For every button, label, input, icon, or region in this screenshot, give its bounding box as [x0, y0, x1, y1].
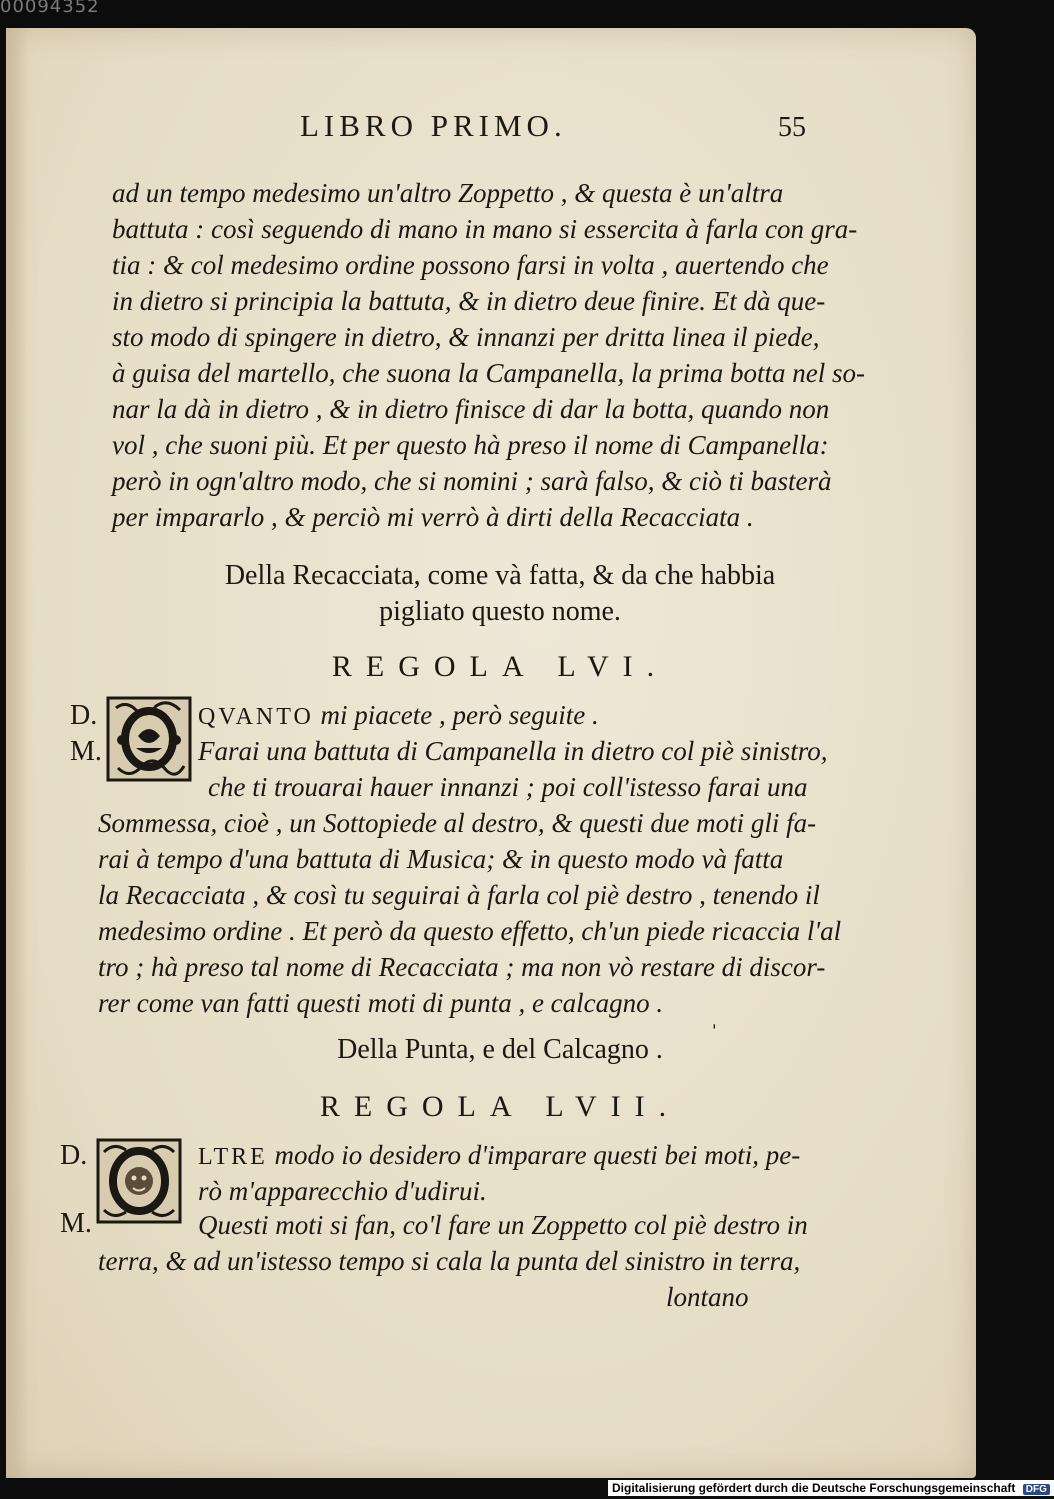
text-line: Farai una battuta di Campanella in dietro col piè sinistro,	[198, 736, 828, 766]
text-line: Sommessa, cioè , un Sottopiede al destro, & questi due moti gli fa-	[98, 808, 817, 838]
rule-number: REGOLA LVI.	[331, 650, 669, 683]
text-line: per impararlo , & perciò mi verrò à dirti della Recacciata .	[112, 502, 754, 532]
text-span: modo io desidero d'imparare questi bei moti, pe-	[274, 1140, 801, 1170]
page-number: 55	[778, 112, 806, 143]
text-line: Questi moti si fan, co'l fare un Zoppetto col piè destro in	[198, 1210, 808, 1240]
text-line: la Recacciata , & così tu seguirai à farla col piè destro , tenendo il	[98, 880, 820, 910]
catchword: lontano	[666, 1282, 749, 1312]
running-head: LIBRO PRIMO.	[300, 108, 567, 143]
page-gutter	[6, 28, 28, 1478]
section-heading: Della Recacciata, come và fatta, & da che habbia	[224, 560, 776, 591]
caps-lead: LTRE	[198, 1144, 268, 1170]
text-line: rò m'apparecchio d'udirui.	[198, 1176, 487, 1206]
footer-text: Digitalisierung gefördert durch die Deutsche Forschungsgemeinschaft	[612, 1481, 1016, 1495]
text-line: però in ogn'altro modo, che si nomini ; sarà falso, & ciò ti basterà	[112, 466, 832, 496]
scan-id: 00094352	[0, 0, 100, 17]
text-line: à guisa del martello, che suona la Campanella, la prima botta nel so-	[112, 358, 865, 388]
text-line: nar la dà in dietro , & in dietro finisce di dar la botta, quando non	[112, 394, 830, 424]
speaker-label-m: M.	[60, 1208, 92, 1239]
decorated-initial-o-icon	[106, 696, 192, 782]
caps-lead: QVANTO	[198, 704, 314, 730]
text-line: vol , che suoni più. Et per questo hà preso il nome di Campanella:	[112, 430, 829, 460]
dfg-logo-icon: DFG	[1023, 1484, 1050, 1495]
text-line: ad un tempo medesimo un'altro Zoppetto , & questa è un'altra	[112, 178, 784, 208]
text-line: tro ; hà preso tal nome di Recacciata ; ma non vò restare di discor-	[98, 952, 826, 982]
text-line: terra, & ad un'istesso tempo si cala la punta del sinistro in terra,	[98, 1246, 801, 1276]
speaker-label-d: D.	[70, 700, 98, 731]
text-span: mi piacete , però seguite .	[320, 700, 599, 730]
rule-number: REGOLA LVII.	[319, 1090, 681, 1123]
text-line: tia : & col medesimo ordine possono farsi in volta , auertendo che	[112, 250, 829, 280]
section-heading: Della Punta, e del Calcagno .	[337, 1034, 663, 1065]
speaker-label-m: M.	[70, 736, 102, 767]
speaker-label-d: D.	[60, 1140, 88, 1171]
text-line: rai à tempo d'una battuta di Musica; & in questo modo và fatta	[98, 844, 784, 874]
footer-credit	[608, 1480, 1054, 1496]
section-heading: pigliato questo nome.	[379, 596, 621, 627]
text-line: in dietro si principia la battuta, & in dietro deue finire. Et dà que-	[112, 286, 826, 316]
text-line: rer come van fatti questi moti di punta , e calcagno .	[98, 988, 664, 1018]
text-line: sto modo di spingere in dietro, & innanzi per dritta linea il piede,	[112, 322, 820, 352]
ink-mark: ˌ	[710, 1000, 719, 1029]
text-line	[198, 700, 599, 731]
text-line: che ti trouarai hauer innanzi ; poi coll'istesso farai una	[208, 772, 808, 802]
decorated-initial-o-icon	[96, 1138, 182, 1224]
text-line: medesimo ordine . Et però da questo effetto, ch'un piede ricaccia l'al	[98, 916, 842, 946]
text-line	[198, 1140, 800, 1171]
text-line: battuta : così seguendo di mano in mano si essercita à farla con gra-	[112, 214, 858, 244]
